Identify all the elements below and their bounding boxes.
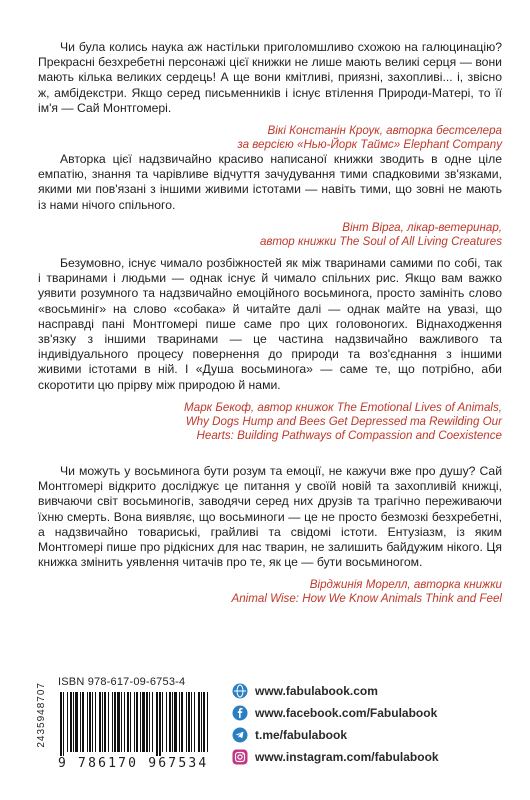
barcode-bar	[80, 692, 81, 752]
barcode-bar	[166, 692, 167, 752]
attribution-line: Hearts: Building Pathways of Compassion and Coexistence	[196, 428, 502, 442]
review-4	[38, 464, 502, 606]
link-label: www.instagram.com/fabulabook	[255, 750, 439, 764]
barcode-bar	[159, 692, 161, 756]
instagram-link[interactable]	[232, 746, 512, 768]
facebook-icon	[232, 705, 248, 721]
barcode-bar	[181, 692, 183, 752]
link-label: www.facebook.com/Fabulabook	[255, 706, 438, 720]
instagram-icon	[232, 749, 248, 765]
barcode-bar	[121, 692, 122, 752]
barcode-bar	[140, 692, 141, 752]
website-link[interactable]	[232, 680, 512, 702]
barcode-bar	[207, 692, 208, 752]
barcode-bar	[63, 692, 64, 756]
attribution-line: Марк Бекоф, автор книжок The Emotional Lives of Animals,	[183, 400, 502, 414]
barcode-bar	[112, 692, 113, 752]
barcode-bar	[162, 692, 163, 752]
barcode-bar	[134, 692, 135, 752]
review-text: Чи була колись наука аж настільки приголомшливо схожою на галюцинацію? Прекрасні безхребетні персонажі цієї книжки не лише мають великі серця — вони мають кілька великих сердець! А ще вони кмітливі, приязні, захопливі... і, звісно ж, амбідекстри. Якщо серед письменників і існує втілення Природи-Матері, то її ім'я — Сай Монтгомері.	[38, 40, 502, 115]
barcode-bar	[198, 692, 200, 752]
barcode-bar	[146, 692, 148, 752]
barcode-image	[60, 692, 210, 756]
attribution-line: Вінт Вірга, лікар-ветеринар,	[342, 220, 502, 234]
review-3	[38, 256, 502, 443]
ean-number: 9 786170 967534	[58, 756, 209, 771]
globe-icon	[232, 683, 248, 699]
barcode-bar	[172, 692, 173, 752]
barcode-bar	[70, 692, 72, 752]
barcode-bar	[73, 692, 74, 752]
barcode-bar	[102, 692, 103, 752]
review-attribution	[38, 221, 502, 249]
barcode-bar	[156, 692, 158, 756]
barcode-bar	[87, 692, 88, 752]
barcode-bar	[89, 692, 91, 752]
barcode-bar	[124, 692, 125, 752]
barcode-bar	[136, 692, 138, 752]
link-label: t.me/fabulabook	[255, 728, 348, 742]
barcode-block	[38, 676, 220, 776]
review-attribution	[38, 401, 502, 443]
attribution-line: Вікі Констанін Кроук, авторка бестселера	[267, 124, 502, 138]
barcode-bar	[82, 692, 84, 752]
barcode-bar	[127, 692, 129, 752]
attribution-line: за версією «Нью-Йорк Таймс» Elephant Company	[237, 138, 502, 152]
telegram-icon	[232, 727, 248, 743]
barcode-bar	[60, 692, 62, 756]
barcode-bar	[67, 692, 68, 752]
barcode-bar	[92, 692, 93, 752]
barcode-bar	[179, 692, 180, 752]
barcode-bar	[95, 692, 96, 752]
barcode-bar	[75, 692, 78, 752]
facebook-link[interactable]	[232, 702, 512, 724]
barcode-bar	[169, 692, 171, 752]
isbn-label: ISBN 978-617-09-6753-4	[58, 676, 186, 688]
barcode-bar	[142, 692, 145, 752]
review-1	[38, 40, 502, 152]
attribution-line: Why Dogs Hump and Bees Get Depressed та Rewilding Our	[185, 414, 502, 428]
telegram-link[interactable]	[232, 724, 512, 746]
review-text: Чи можуть у восьминога бути розум та емоції, не кажучи вже про душу? Сай Монтгомері відкрито досліджує це питання у своїй новій та захопливій книжці, вивчаючи світ восьминогів, заводячи серед них друзів та трагічно переживаючи їхню смерть. Вона виявляє, що восьминоги — це не просто безмозкі безхребетні, а надзвичайно товариські, грайливі та свідомі істоти. Ентузіазм, із яким Монтгомері пише про рідкісних для нас тварин, не залишить байдужим нікого. Ця книжка змінить уявлення читачів про те, як це — бути восьминогом.	[38, 464, 502, 570]
attribution-line: автор книжки The Soul of All Living Creatures	[259, 234, 502, 248]
barcode-bar	[194, 692, 195, 752]
barcode-bar	[186, 692, 187, 752]
barcode-side-digits: 2435948707	[36, 682, 47, 748]
barcode-bar	[203, 692, 205, 752]
barcode-bar	[99, 692, 101, 752]
review-text: Авторка цієї надзвичайно красиво написаної книжки зводить в одне ціле емпатію, знання та чарівливе відчуття зачудування тими спадковими зв'язками, якими ми пов'язані з іншими живими істотами — навіть тими, що зовні не мають із нами нічого спільного.	[38, 152, 502, 212]
barcode-bar	[104, 692, 106, 752]
contact-links	[232, 680, 512, 768]
barcode-bar	[117, 692, 120, 752]
barcode-bar	[108, 692, 109, 752]
barcode-bar	[191, 692, 192, 752]
barcode-bar	[188, 692, 190, 752]
attribution-line: Animal Wise: How We Know Animals Think and Feel	[231, 592, 502, 606]
barcode-bar	[149, 692, 150, 752]
barcode-bar	[114, 692, 116, 752]
review-attribution	[38, 124, 502, 152]
link-label: www.fabulabook.com	[255, 684, 378, 698]
barcode-bar	[201, 692, 202, 752]
barcode-bar	[130, 692, 131, 752]
review-attribution	[38, 578, 502, 606]
barcode-bar	[152, 692, 153, 752]
barcode-bar	[174, 692, 177, 752]
review-2	[38, 152, 502, 249]
review-text: Безумовно, існує чимало розбіжностей як між тваринами самими по собі, так і тваринами і людьми — однак існує й чимало спільних рис. Якщо вам важко уявити розумного та надзвичайно емоційного восьминога, просто замініть слово «восьминіг» на слово «собака» й читайте далі — однак майте на увазі, що насправді пані Монтгомері пише саме про цих головоногих. Віднаходження зв'язку з іншими тваринами — це частина надзвичайно важливого та індивідуального процесу повернення до природи та воз'єднання з іншими живими істотами в ній. І «Душа восьминога» — саме те, що потрібно, аби скоротити цю прірву між природою й нами.	[38, 256, 502, 392]
attribution-line: Вірджинія Морелл, авторка книжки	[309, 578, 502, 592]
